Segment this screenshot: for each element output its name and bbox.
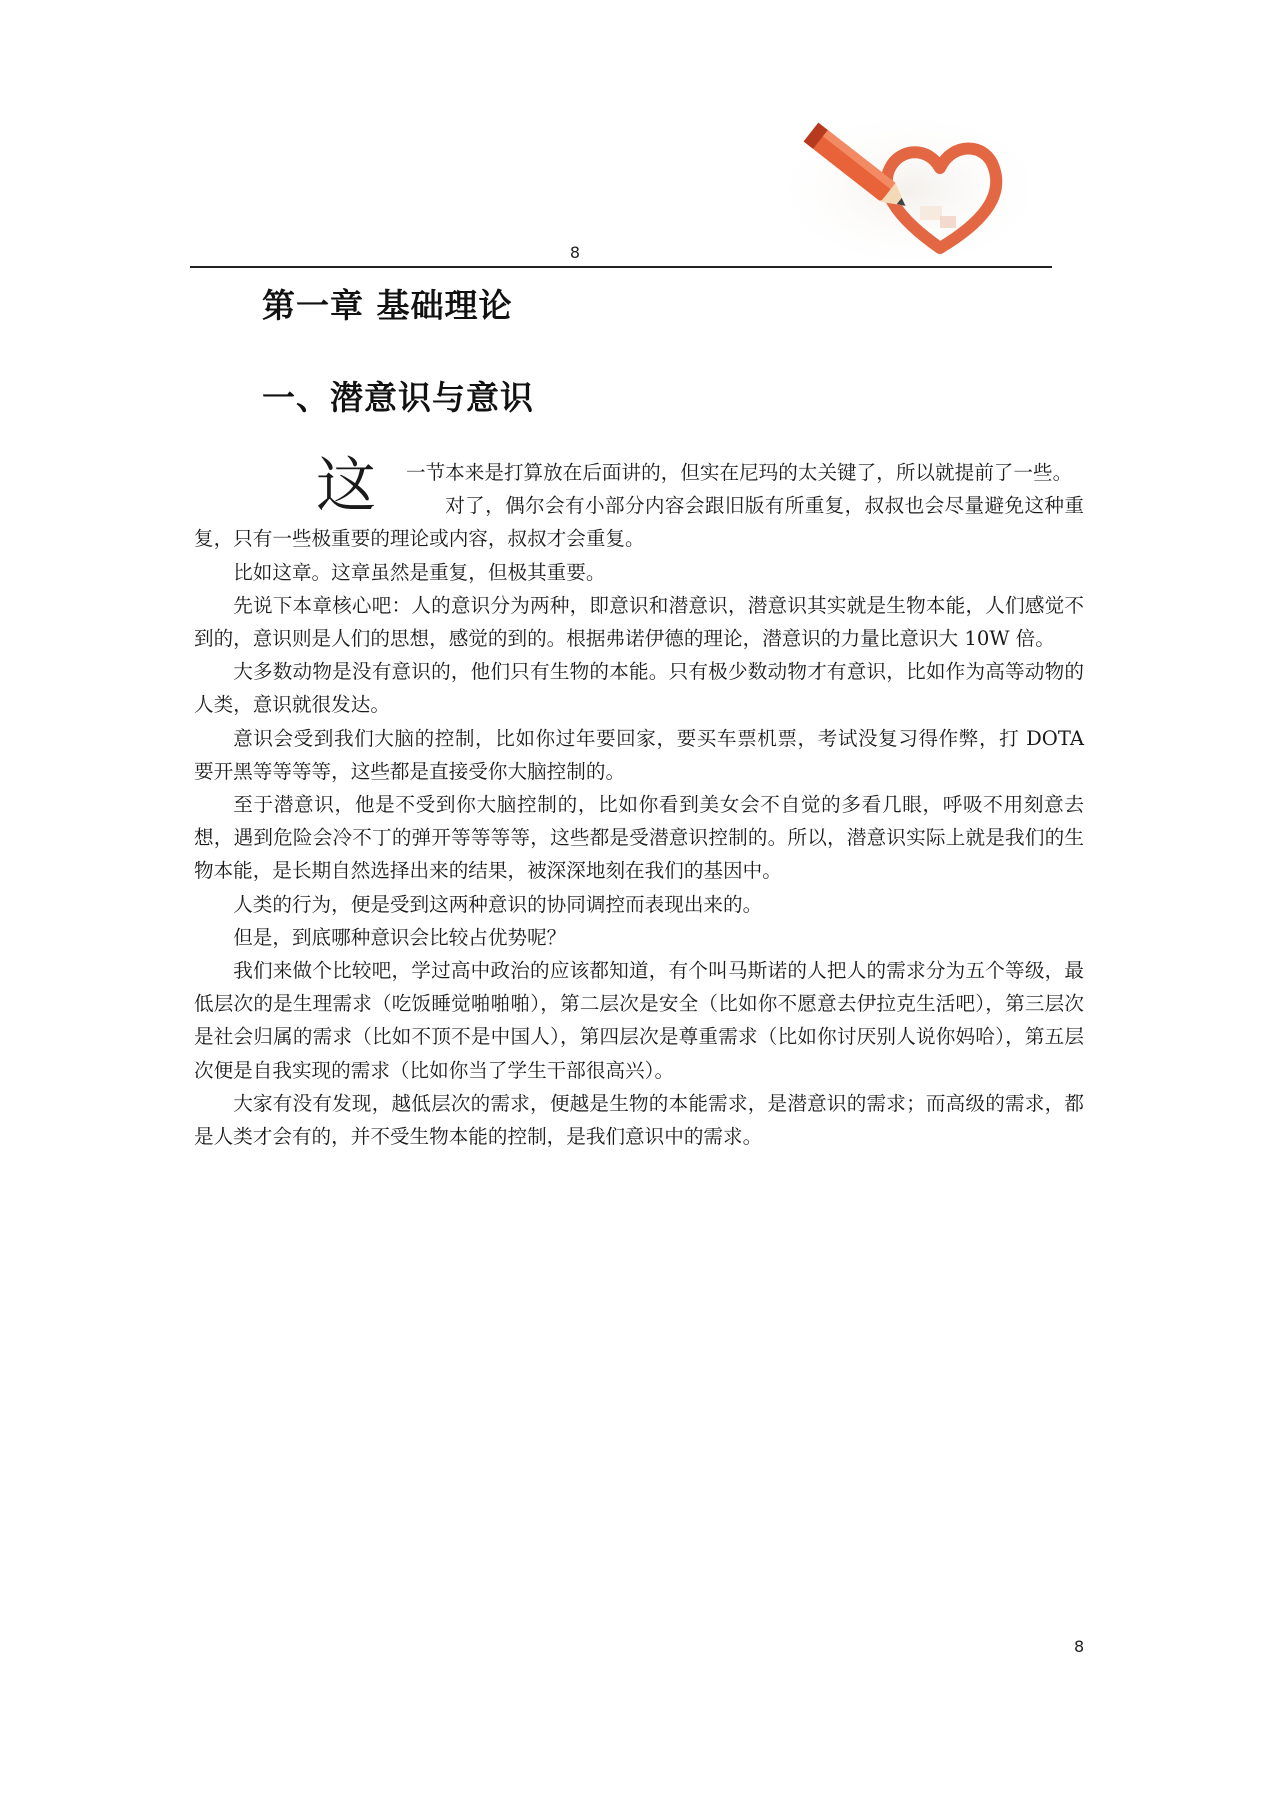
paragraph: 大多数动物是没有意识的，他们只有生物的本能。只有极少数动物才有意识，比如作为高等动物的人类，意识就很发达。: [194, 660, 1084, 717]
paragraph: 至于潜意识，他是不受到你大脑控制的，比如你看到美女会不自觉的多看几眼，呼吸不用刻意去想，遇到危险会冷不丁的弹开等等等等，这些都是受潜意识控制的。所以，潜意识实际上就是我们的生物本能，是长期自然选择出来的结果，被深深地刻在我们的基因中。: [194, 793, 1084, 883]
header-divider: [190, 266, 1052, 268]
paragraph: 意识会受到我们大脑的控制，比如你过年要回家，要买车票机票，考试没复习得作弊，打 DOTA 要开黑等等等等，这些都是直接受你大脑控制的。: [194, 726, 1084, 783]
paragraph: 但是，到底哪种意识会比较占优势呢？: [233, 925, 567, 949]
header-page-number: 8: [569, 243, 581, 262]
paragraph: 大家有没有发现，越低层次的需求，便越是生物的本能需求，是潜意识的需求；而高级的需求，都是人类才会有的，并不受生物本能的控制，是我们意识中的需求。: [194, 1091, 1084, 1149]
paragraph: 对了，偶尔会有小部分内容会跟旧版有所重复，叔叔也会尽量避免这种重复，只有一些极重要的理论或内容，叔叔才会重复。: [194, 494, 1084, 551]
first-paragraph-text: 一节本来是打算放在后面讲的，但实在尼玛的太关键了，所以就提前了一些。: [406, 461, 1073, 484]
paragraph: 人类的行为，便是受到这两种意识的协同调控而表现出来的。: [233, 892, 763, 916]
paragraph: 先说下本章核心吧：人的意识分为两种，即意识和潜意识，潜意识其实就是生物本能，人们感觉不到的，意识则是人们的思想，感觉的到的。根据弗诺伊德的理论，潜意识的力量比意识大 10W 倍。: [194, 593, 1084, 651]
first-paragraph: [194, 451, 1084, 521]
chapter-title: 第一章 基础理论: [262, 286, 513, 325]
paragraph: 我们来做个比较吧，学过高中政治的应该都知道，有个叫马斯诺的人把人的需求分为五个等级，最低层次的是生理需求（吃饭睡觉啪啪啪），第二层次是安全（比如你不愿意去伊拉克生活吧），第三层次是社会归属的需求（比如不顶不是中国人），第四层次是尊重需求（比如你讨厌别人说你妈哈），第五层次便是自我实现的需求（比如你当了学生干部很高兴）。: [194, 959, 1084, 1082]
section-title: 一、潜意识与意识: [262, 378, 534, 417]
footer-page-number: 8: [1074, 1637, 1085, 1656]
body-text: [194, 451, 1084, 1153]
drop-cap: 这: [316, 451, 376, 521]
paragraph: 比如这章。这章虽然是重复，但极其重要。: [233, 560, 606, 584]
pencil-heart-icon: [790, 120, 1030, 260]
